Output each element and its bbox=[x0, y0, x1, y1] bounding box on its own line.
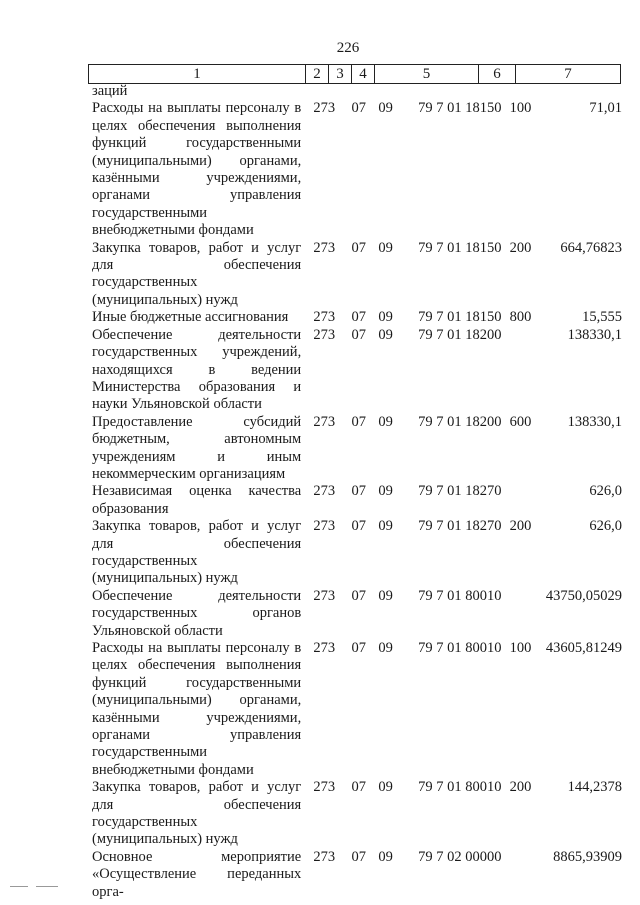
row-ministry-code: 273 bbox=[313, 239, 336, 256]
row-target-article: 79 7 01 18150 bbox=[418, 100, 502, 117]
row-amount: 664,76823 bbox=[560, 239, 622, 256]
row-target-article: 79 7 01 80010 bbox=[418, 640, 502, 656]
table-row bbox=[92, 414, 622, 484]
row-amount: 626,0 bbox=[589, 518, 622, 535]
row-description: Закупка товаров, работ и услуг для обеспечения государственных (муниципальных) нужд bbox=[92, 239, 302, 308]
column-header-5: 5 bbox=[375, 65, 479, 84]
row-description: Расходы на выплаты персоналу в целях обеспечения выполнения функций государственными (муниципальными) органами, казёнными учреждениями, органами управления государственными внебюджетными фондами bbox=[92, 640, 302, 778]
row-subsection-code: 09 bbox=[378, 309, 393, 326]
row-target-article: 79 7 01 18150 bbox=[418, 239, 502, 256]
row-description: Расходы на выплаты персоналу в целях обеспечения выполнения функций государственными (муниципальными) органами, казёнными учреждениями, органами управления государственными внебюджетными фондами bbox=[92, 100, 302, 239]
row-ministry-code: 273 bbox=[313, 848, 336, 865]
row-amount: 71,01 bbox=[589, 100, 622, 117]
row-section-code: 07 bbox=[351, 326, 366, 343]
row-description: Закупка товаров, работ и услуг для обеспечения государственных (муниципальных) нужд bbox=[92, 779, 302, 848]
row-ministry-code: 273 bbox=[313, 518, 336, 535]
row-subsection-code: 09 bbox=[378, 848, 393, 865]
row-target-article: 79 7 02 00000 bbox=[418, 848, 502, 865]
row-target-article: 79 7 01 80010 bbox=[418, 587, 502, 604]
row-amount: 144,2378 bbox=[567, 779, 622, 796]
row-subsection-code: 09 bbox=[378, 100, 393, 117]
column-header-7: 7 bbox=[516, 65, 621, 84]
row-section-code: 07 bbox=[351, 779, 366, 796]
table-row bbox=[92, 779, 622, 849]
row-expense-type: 200 bbox=[509, 239, 532, 256]
row-ministry-code: 273 bbox=[313, 100, 336, 117]
scan-artifact bbox=[10, 886, 28, 887]
row-section-code: 07 bbox=[351, 587, 366, 604]
row-ministry-code: 273 bbox=[313, 413, 336, 430]
row-subsection-code: 09 bbox=[378, 518, 393, 535]
row-target-article: 79 7 01 18270 bbox=[418, 518, 502, 535]
row-description: Обеспечение деятельности государственных учреждений, находящихся в ведении Министерства образования и науки Ульяновской области bbox=[92, 326, 302, 413]
row-amount: 43750,05029 bbox=[545, 587, 622, 604]
row-ministry-code: 273 bbox=[313, 326, 336, 343]
table-row bbox=[92, 640, 622, 779]
budget-table-body bbox=[92, 83, 622, 901]
row-target-article: 79 7 01 18200 bbox=[418, 413, 502, 430]
row-section-code: 07 bbox=[351, 100, 366, 117]
row-target-article: 79 7 01 80010 bbox=[418, 779, 502, 796]
column-header-4: 4 bbox=[352, 65, 375, 84]
row-amount: 138330,1 bbox=[567, 326, 622, 343]
page-number: 226 bbox=[336, 40, 360, 56]
row-subsection-code: 09 bbox=[378, 779, 393, 796]
row-amount: 8865,93909 bbox=[553, 848, 622, 865]
table-row bbox=[92, 588, 622, 640]
row-expense-type: 200 bbox=[509, 518, 532, 535]
row-description: Закупка товаров, работ и услуг для обеспечения государственных (муниципальных) нужд bbox=[92, 518, 302, 587]
scan-artifact bbox=[36, 886, 58, 887]
row-section-code: 07 bbox=[351, 413, 366, 430]
row-subsection-code: 09 bbox=[378, 640, 393, 656]
row-section-code: 07 bbox=[351, 483, 366, 500]
row-expense-type: 200 bbox=[509, 779, 532, 796]
table-row bbox=[92, 518, 622, 588]
row-amount: 626,0 bbox=[589, 483, 622, 500]
continuation-text: заций bbox=[92, 83, 128, 99]
row-section-code: 07 bbox=[351, 518, 366, 535]
row-expense-type: 800 bbox=[509, 309, 532, 326]
row-subsection-code: 09 bbox=[378, 413, 393, 430]
row-subsection-code: 09 bbox=[378, 239, 393, 256]
row-amount: 15,555 bbox=[582, 309, 622, 326]
table-row bbox=[92, 100, 622, 239]
table-row bbox=[92, 309, 622, 326]
row-amount: 43605,81249 bbox=[545, 640, 622, 656]
row-description: Обеспечение деятельности государственных органов Ульяновской области bbox=[92, 587, 302, 639]
row-section-code: 07 bbox=[351, 309, 366, 326]
row-expense-type: 100 bbox=[509, 100, 532, 117]
row-description: Иные бюджетные ассигнования bbox=[92, 309, 289, 326]
column-header-6: 6 bbox=[479, 65, 516, 84]
row-description: Независимая оценка качества образования bbox=[92, 483, 302, 517]
column-header-table bbox=[88, 64, 621, 84]
row-description: Основное мероприятие «Осуществление переданных орга- bbox=[92, 848, 302, 900]
column-header-3: 3 bbox=[329, 65, 352, 84]
continuation-row bbox=[92, 83, 622, 100]
row-section-code: 07 bbox=[351, 848, 366, 865]
table-row bbox=[92, 327, 622, 414]
row-target-article: 79 7 01 18200 bbox=[418, 326, 502, 343]
row-ministry-code: 273 bbox=[313, 779, 336, 796]
table-row bbox=[92, 849, 622, 901]
row-subsection-code: 09 bbox=[378, 587, 393, 604]
row-target-article: 79 7 01 18270 bbox=[418, 483, 502, 500]
row-subsection-code: 09 bbox=[378, 326, 393, 343]
row-ministry-code: 273 bbox=[313, 309, 336, 326]
row-ministry-code: 273 bbox=[313, 640, 336, 656]
row-ministry-code: 273 bbox=[313, 483, 336, 500]
column-header-1: 1 bbox=[89, 65, 306, 84]
row-target-article: 79 7 01 18150 bbox=[418, 309, 502, 326]
row-section-code: 07 bbox=[351, 640, 366, 656]
row-section-code: 07 bbox=[351, 239, 366, 256]
column-header-2: 2 bbox=[306, 65, 329, 84]
row-ministry-code: 273 bbox=[313, 587, 336, 604]
row-expense-type: 600 bbox=[509, 413, 532, 430]
row-expense-type: 100 bbox=[509, 640, 532, 656]
row-amount: 138330,1 bbox=[567, 413, 622, 430]
table-row bbox=[92, 240, 622, 310]
row-description: Предоставление субсидий бюджетным, автономным учреждениям и иным некоммерческим организациям bbox=[92, 413, 302, 482]
column-header-row bbox=[89, 65, 621, 84]
table-row bbox=[92, 483, 622, 518]
row-subsection-code: 09 bbox=[378, 483, 393, 500]
